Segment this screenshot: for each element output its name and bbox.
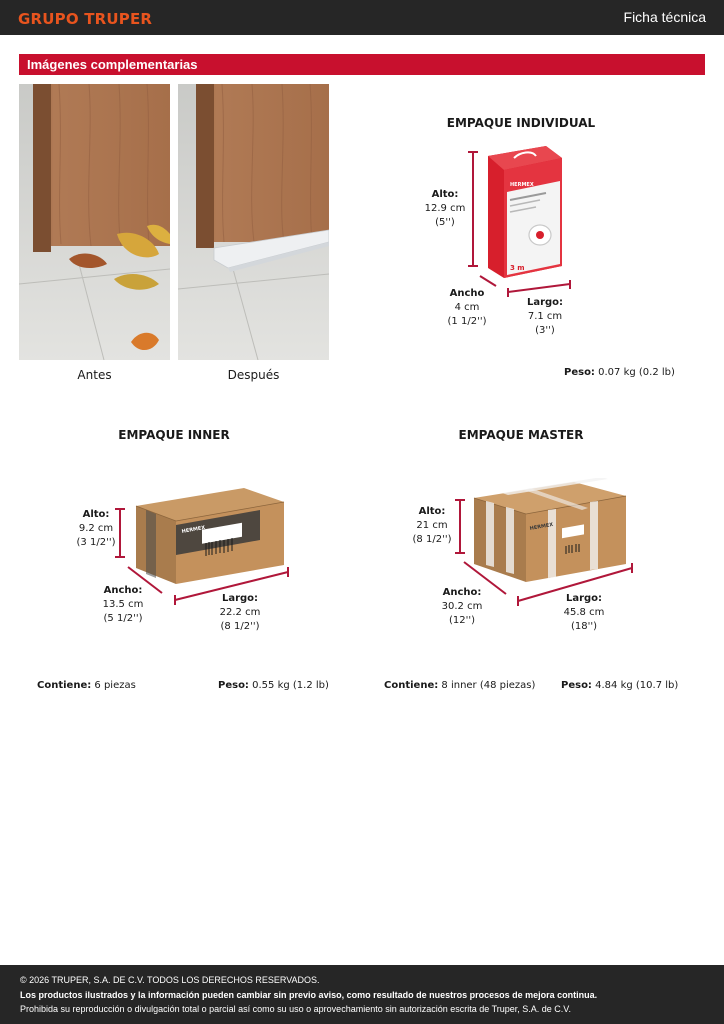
individual-largo: Largo: 7.1 cm (3'') [526,297,564,336]
product-brand-text: HERMEX [510,182,534,188]
inner-ancho: Ancho: 13.5 cm (5 1/2'') [102,585,144,624]
master-largo: Largo: 45.8 cm (18'') [563,593,605,632]
individual-alto: Alto: 12.9 cm (5'') [424,189,466,228]
top-bar [0,0,724,35]
master-contiene: Contiene: 8 inner (48 piezas) [384,680,536,691]
master-peso: Peso: 4.84 kg (10.7 lb) [561,680,679,691]
after-caption: Después [227,368,280,382]
section-title: Imágenes complementarias [27,57,198,72]
inner-box-brand: HERMEX [181,524,206,535]
before-photo [19,84,170,360]
section-header [19,54,705,75]
footer-copyright: © 2026 TRUPER, S.A. DE C.V. TODOS LOS DERECHOS RESERVADOS. [20,975,320,985]
inner-peso: Peso: 0.55 kg (1.2 lb) [218,680,329,691]
after-photo [178,84,329,360]
brand-logo: GRUPO TRUPER [18,10,153,28]
individual-ancho: Ancho 4 cm (1 1/2'') [447,288,487,327]
document-type: Ficha técnica [623,9,706,25]
master-ancho: Ancho: 30.2 cm (12'') [441,587,483,626]
master-alto: Alto: 21 cm (8 1/2'') [412,506,452,545]
individual-pack-title: EMPAQUE INDIVIDUAL [446,116,596,130]
before-caption: Antes [77,368,112,382]
footer [0,965,724,1024]
inner-pack-title: EMPAQUE INNER [118,428,230,442]
inner-contiene: Contiene: 6 piezas [37,680,136,691]
product-size-text: 3 m [510,264,525,272]
master-box-brand: HERMEX [529,521,554,532]
footer-prohibition: Prohibida su reproducción o divulgación total o parcial así como su uso o aprovechamiento sin autorización escrita de Truper, S.A. de C.V. [20,1004,571,1014]
inner-alto: Alto: 9.2 cm (3 1/2'') [76,509,116,548]
individual-peso: Peso: 0.07 kg (0.2 lb) [564,367,675,378]
inner-largo: Largo: 22.2 cm (8 1/2'') [219,593,261,632]
footer-notice: Los productos ilustrados y la información pueden cambiar sin previo aviso, como resultado de nuestros procesos de mejora continua. [20,990,598,1000]
master-pack-title: EMPAQUE MASTER [458,428,584,442]
individual-pack-illustration [466,140,576,300]
